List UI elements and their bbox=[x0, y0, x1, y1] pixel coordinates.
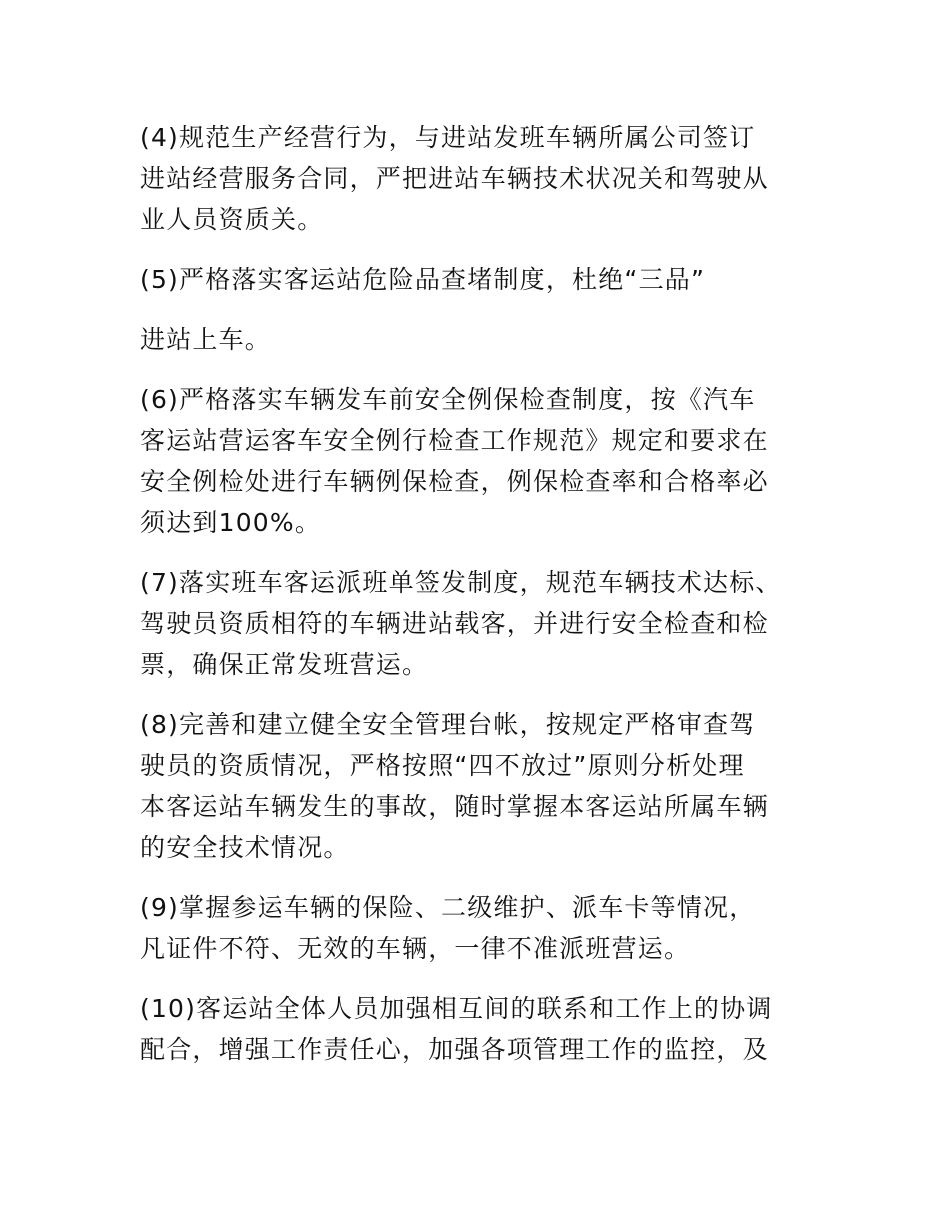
paragraph-item-8 bbox=[140, 704, 812, 868]
text-line: 须达到100%。 bbox=[140, 508, 322, 537]
text-line: (9)掌握参运车辆的保险、二级维护、派车卡等情况， bbox=[140, 893, 756, 922]
paragraph-item-4 bbox=[140, 117, 812, 240]
text-line: 客运站营运客车安全例行检查工作规范》规定和要求在 bbox=[140, 426, 769, 455]
text-line: (10)客运站全体人员加强相互间的联系和工作上的协调 bbox=[140, 994, 773, 1023]
text-line: (8)完善和建立健全安全管理台帐，按规定严格审查驾 bbox=[140, 710, 756, 739]
text-line: 的安全技术情况。 bbox=[140, 833, 350, 862]
paragraph-item-5 bbox=[140, 259, 812, 300]
document-body bbox=[140, 117, 812, 1089]
text-line: (7)落实班车客运派班单签发制度，规范车辆技术达标、 bbox=[140, 568, 782, 597]
paragraph-item-10 bbox=[140, 988, 812, 1070]
text-line: 本客运站车辆发生的事故，随时掌握本客运站所属车辆 bbox=[140, 792, 769, 821]
paragraph-item-7 bbox=[140, 562, 812, 685]
text-line: 业人员资质关。 bbox=[140, 205, 324, 234]
text-line: (5)严格落实客运站危险品查堵制度，杜绝“三品” bbox=[140, 265, 706, 294]
paragraph-item-5-continued bbox=[140, 319, 812, 360]
text-line: 配合，增强工作责任心，加强各项管理工作的监控，及 bbox=[140, 1035, 769, 1064]
text-line: (4)规范生产经营行为，与进站发班车辆所属公司签订 bbox=[140, 123, 756, 152]
paragraph-item-6 bbox=[140, 379, 812, 543]
text-line: 驾驶员资质相符的车辆进站载客，并进行安全检查和检 bbox=[140, 609, 769, 638]
text-line: 进站上车。 bbox=[140, 325, 272, 354]
paragraph-item-9 bbox=[140, 887, 812, 969]
text-line: 驶员的资质情况，严格按照“四不放过”原则分析处理 bbox=[140, 751, 745, 780]
text-line: 进站经营服务合同，严把进站车辆技术状况关和驾驶从 bbox=[140, 164, 769, 193]
text-line: 凡证件不符、无效的车辆，一律不准派班营运。 bbox=[140, 934, 691, 963]
text-line: 安全例检处进行车辆例保检查，例保检查率和合格率必 bbox=[140, 467, 769, 496]
text-line: (6)严格落实车辆发车前安全例保检查制度，按《汽车 bbox=[140, 385, 756, 414]
text-line: 票，确保正常发班营运。 bbox=[140, 650, 429, 679]
